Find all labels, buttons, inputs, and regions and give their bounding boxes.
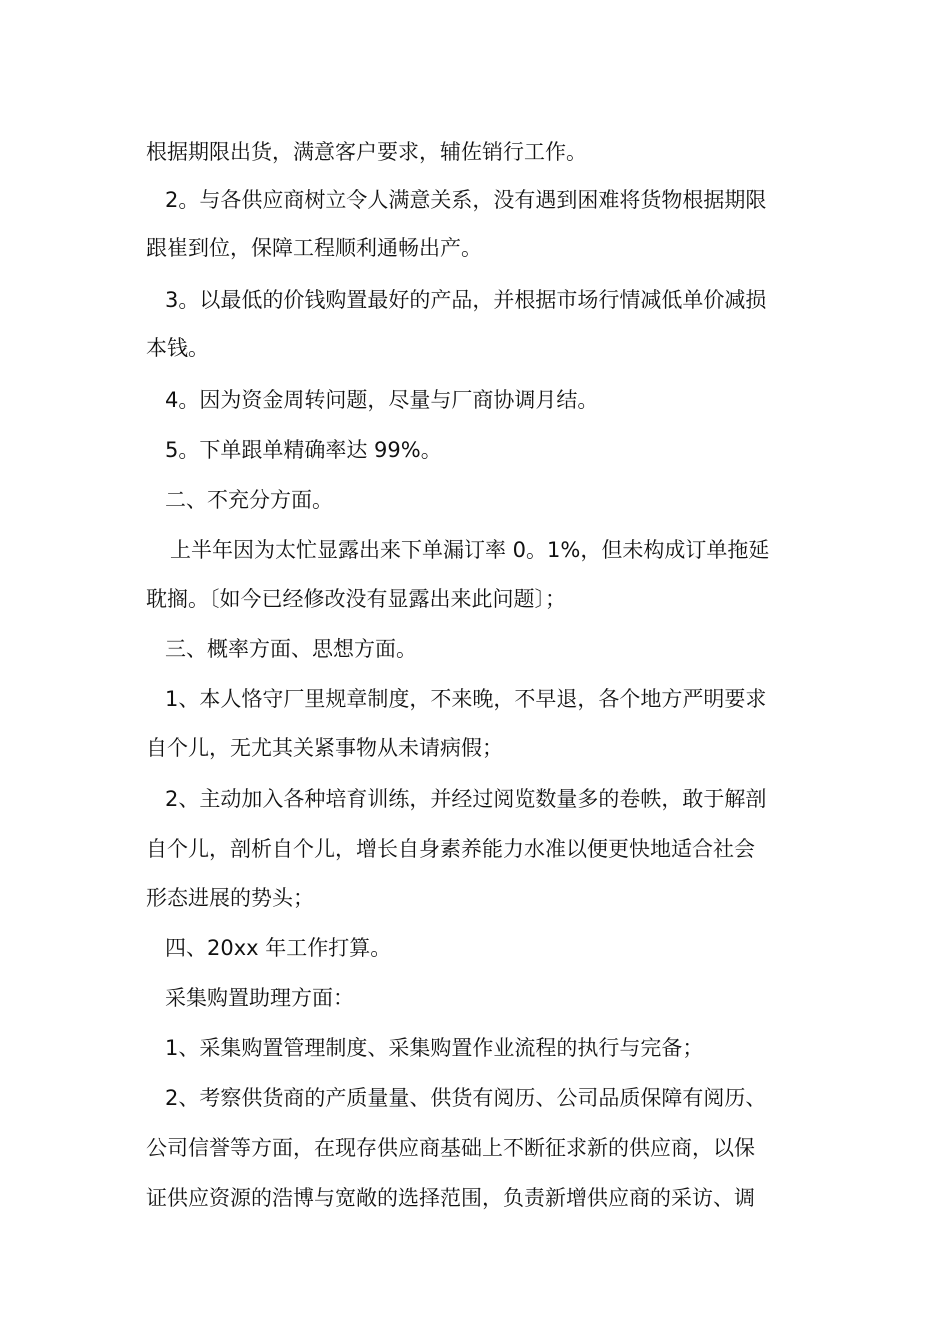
text-line-8: 二、不充分方面。 xyxy=(165,488,333,512)
text-line-7: 5。下单跟单精确率达 99%。 xyxy=(165,438,442,462)
text-line-22: 证供应资源的浩博与宽敞的选择范围，负责新增供应商的采访、调 xyxy=(146,1186,755,1210)
text-line-5: 本钱。 xyxy=(146,336,209,360)
text-line-12: 1、本人恪守厂里规章制度，不来晚，不早退，各个地方严明要求 xyxy=(165,687,767,711)
text-line-13: 自个儿，无尤其关紧事物从未请病假； xyxy=(146,736,503,760)
text-line-17: 四、20xx 年工作打算。 xyxy=(165,936,392,960)
text-line-21: 公司信誉等方面，在现存供应商基础上不断征求新的供应商，以保 xyxy=(146,1136,755,1160)
text-line-20: 2、考察供货商的产质量量、供货有阅历、公司品质保障有阅历、 xyxy=(165,1086,767,1110)
text-line-16: 形态进展的势头； xyxy=(146,886,314,910)
text-line-2: 2。与各供应商树立令人满意关系，没有遇到困难将货物根据期限 xyxy=(165,188,767,212)
text-line-4: 3。以最低的价钱购置最好的产品，并根据市场行情减低单价减损 xyxy=(165,288,767,312)
text-line-9: 上半年因为太忙显露出来下单漏订率 0。1%，但未构成订单拖延 xyxy=(170,538,770,562)
text-line-14: 2、主动加入各种培育训练，并经过阅览数量多的卷帙，敢于解剖 xyxy=(165,787,767,811)
text-line-10: 耽搁。〔如今已经修改没有显露出来此问题〕； xyxy=(146,587,566,611)
text-line-1: 根据期限出货，满意客户要求，辅佐销行工作。 xyxy=(146,140,587,164)
text-line-11: 三、概率方面、思想方面。 xyxy=(165,637,417,661)
text-line-18: 采集购置助理方面： xyxy=(165,986,354,1010)
text-line-19: 1、采集购置管理制度、采集购置作业流程的执行与完备； xyxy=(165,1036,704,1060)
text-line-15: 自个儿，剖析自个儿，增长自身素养能力水准以便更快地适合社会 xyxy=(146,837,755,861)
text-line-6: 4。因为资金周转问题，尽量与厂商协调月结。 xyxy=(165,388,599,412)
text-line-3: 跟崔到位，保障工程顺利通畅出产。 xyxy=(146,236,482,260)
